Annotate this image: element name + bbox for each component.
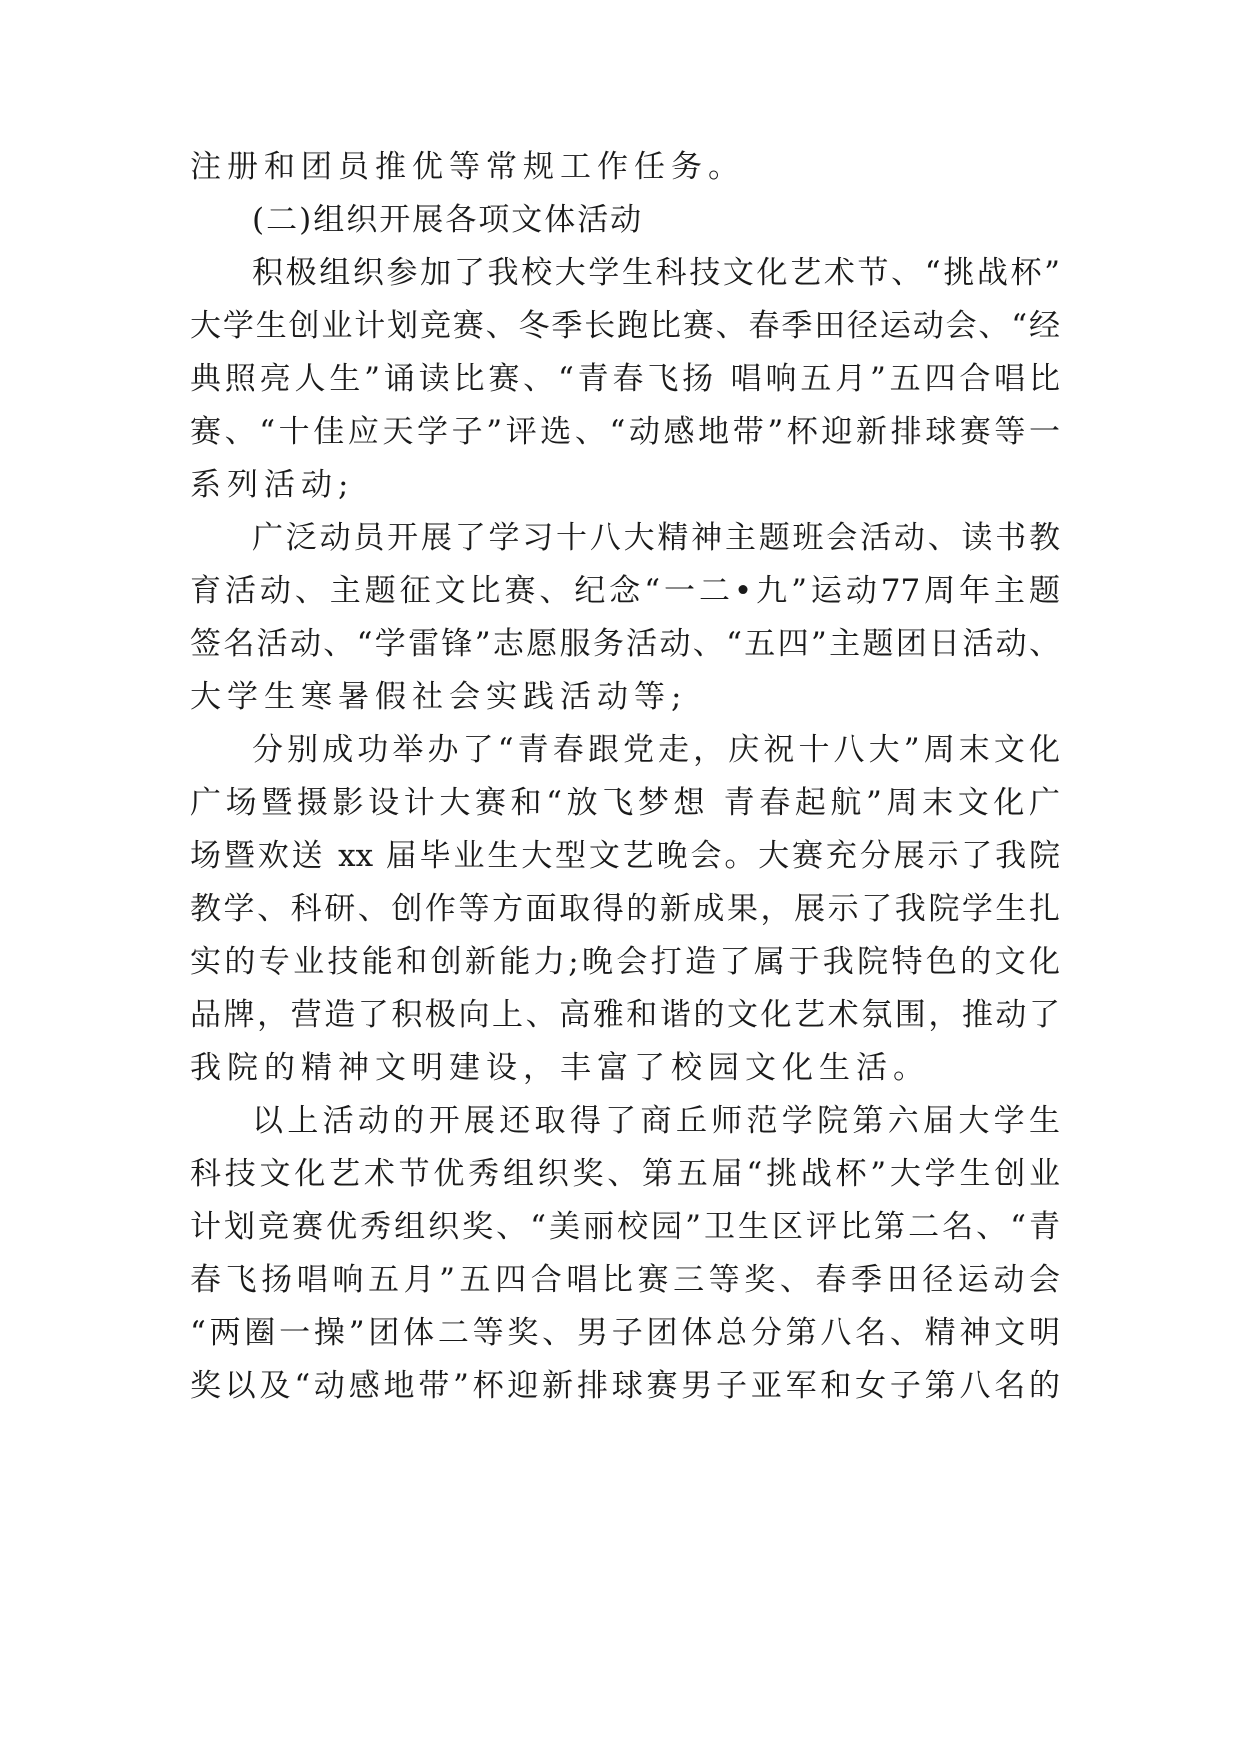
text-line: 大学生寒暑假社会实践活动等; [190,679,688,715]
text-line: 注册和团员推优等常规工作任务。 [190,149,745,185]
text-line: 系列活动; [190,467,355,503]
text-line: 奖以及“动感地带”杯迎新排球赛男子亚军和女子第八名的 [190,1368,1060,1404]
text-line: 签名活动、“学雷锋”志愿服务活动、“五四”主题团日活动、 [190,626,1060,662]
text-line: 场暨欢送 xx 届毕业生大型文艺晚会。大赛充分展示了我院 [190,838,1060,874]
text-line: 计划竞赛优秀组织奖、“美丽校园”卫生区评比第二名、“青 [190,1209,1060,1245]
text-line: “两圈一操”团体二等奖、男子团体总分第八名、精神文明 [190,1315,1060,1351]
section-heading: (二)组织开展各项文体活动 [252,202,644,238]
text-line: 以上活动的开展还取得了商丘师范学院第六届大学生 [252,1103,1060,1139]
text-line: 科技文化艺术节优秀组织奖、第五届“挑战杯”大学生创业 [190,1156,1060,1192]
text-line: 典照亮人生”诵读比赛、“青春飞扬 唱响五月”五四合唱比 [190,361,1060,397]
text-line: 教学、科研、创作等方面取得的新成果，展示了我院学生扎 [190,891,1060,927]
text-line: 大学生创业计划竞赛、冬季长跑比赛、春季田径运动会、“经 [190,308,1060,344]
text-line: 品牌，营造了积极向上、高雅和谐的文化艺术氛围，推动了 [190,997,1060,1033]
text-line: 春飞扬唱响五月”五四合唱比赛三等奖、春季田径运动会 [190,1262,1060,1298]
text-line: 分别成功举办了“青春跟党走，庆祝十八大”周末文化 [252,732,1060,768]
text-line: 实的专业技能和创新能力;晚会打造了属于我院特色的文化 [190,944,1060,980]
text-line: 赛、“十佳应天学子”评选、“动感地带”杯迎新排球赛等一 [190,414,1060,450]
text-line: 育活动、主题征文比赛、纪念“一二•九”运动77周年主题 [190,573,1060,609]
text-line: 广场暨摄影设计大赛和“放飞梦想 青春起航”周末文化广 [190,785,1060,821]
text-line: 积极组织参加了我校大学生科技文化艺术节、“挑战杯” [252,255,1060,291]
text-line: 我院的精神文明建设，丰富了校园文化生活。 [190,1050,930,1086]
text-line: 广泛动员开展了学习十八大精神主题班会活动、读书教 [252,520,1060,556]
